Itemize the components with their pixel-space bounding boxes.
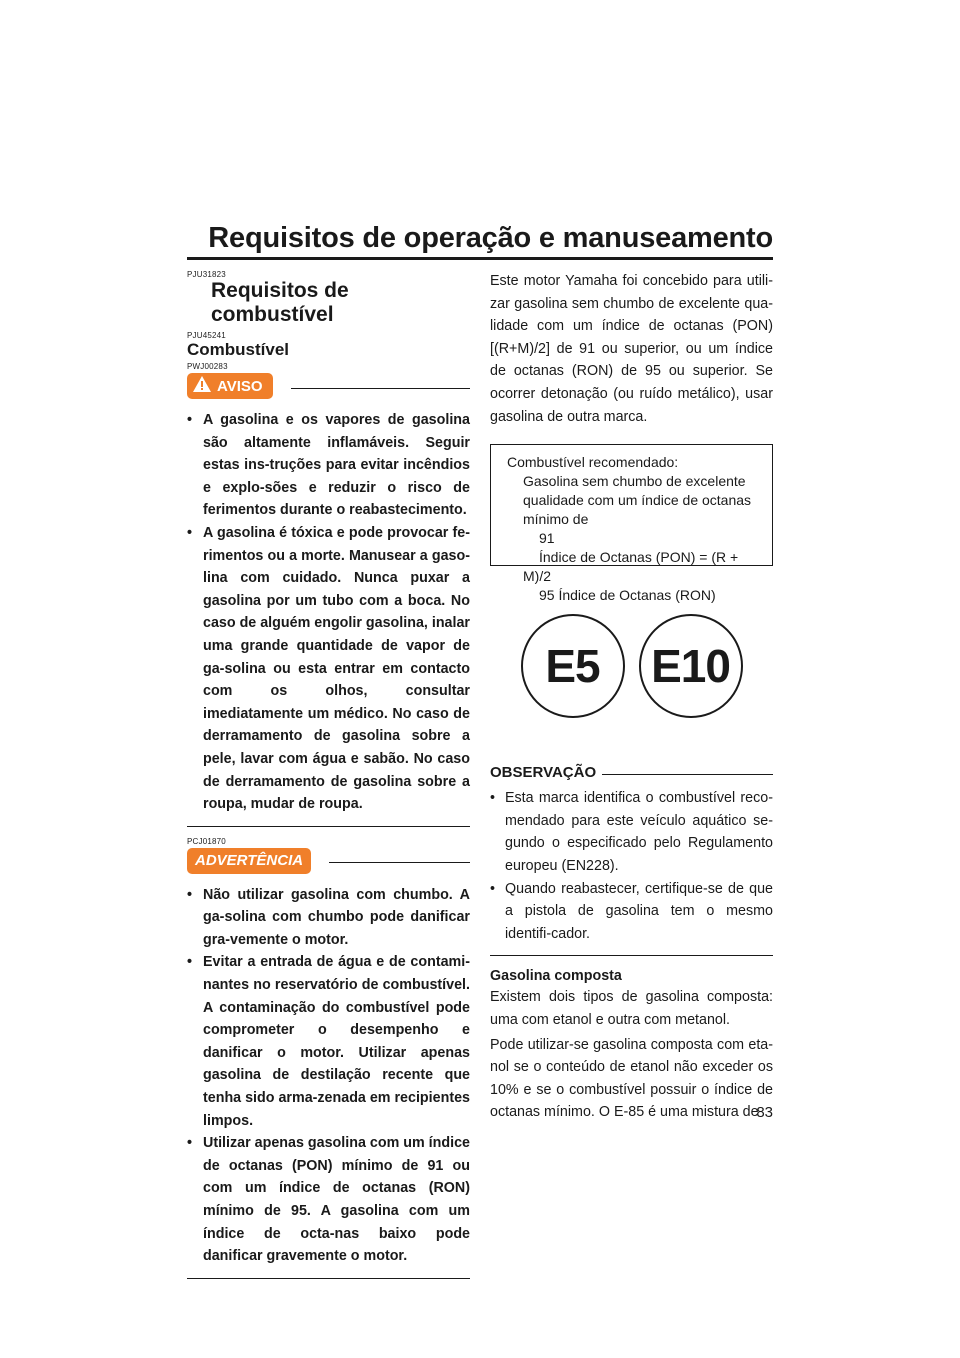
rec-line: 95 Índice de Octanas (RON)	[539, 587, 716, 604]
list-item: • Evitar a entrada de água e de contami-nantes no reservatório de combustível. A contaminação do combustível pode comprometer o desempenho e danificar o motor. Utilizar apenas gasolina de destilação recente que tenha sido arma-zenada em recipientes limpos.	[187, 951, 470, 1132]
page-number: 83	[756, 1104, 773, 1121]
blended-paragraph-1: Existem dois tipos de gasolina composta: uma com etanol e outra com metanol.	[490, 989, 773, 1028]
caution-header	[187, 848, 470, 874]
rec-line: mínimo de	[523, 511, 589, 528]
list-item: • Quando reabastecer, certifique-se de que a pistola de gasolina tem o mesmo identifi-cador.	[490, 878, 773, 946]
list-item: • A gasolina e os vapores de gasolina são altamente inflamáveis. Seguir estas ins-truções para evitar incêndios e explo-sões e reduzir o risco de ferimentos durante o reabastecimento.	[187, 409, 470, 522]
warning-triangle-icon	[193, 376, 211, 396]
blended-gasoline-title: Gasolina composta	[490, 968, 622, 985]
note-end-rule	[490, 955, 773, 956]
warning-list	[187, 409, 470, 816]
section-title: Requisitos de combustível	[211, 279, 349, 326]
rec-line: M)/2	[523, 568, 551, 585]
warning-tag	[187, 373, 273, 399]
note-list	[490, 787, 773, 945]
list-item: • Esta marca identifica o combustível reco-mendado para este veículo aquático se-gundo o especificado pelo Regulamento europeu (EN228).	[490, 787, 773, 877]
rec-line: Índice de Octanas (PON) = (R +	[539, 549, 739, 566]
warning-label: AVISO	[217, 377, 263, 395]
warning-header	[187, 373, 470, 399]
list-item: • A gasolina é tóxica e pode provocar fe-rimentos ou a morte. Manusear a gaso-lina com cuidado. Nunca puxar a gasolina por um tubo com a boca. No caso de alguém engolir gasolina, inalar uma grande quantidade de vapor de ga-solina ou esta entrar em contacto com os olhos, consultar imediatamente um médico. No caso de derramamento de gasolina sobre a pele, lavar com água e sabão. No caso de derramamento de gasolina sobre a roupa, mudar de roupa.	[187, 522, 470, 816]
warning-end-rule	[187, 826, 470, 827]
note-header-rule	[602, 774, 773, 775]
right-column	[490, 270, 773, 1124]
left-column	[187, 270, 470, 1279]
section-code: PJU31823	[187, 270, 226, 279]
e10-badge: E10	[639, 614, 743, 718]
page-header-title: Requisitos de operação e manuseamento	[208, 222, 773, 254]
e5-badge: E5	[521, 614, 625, 718]
list-item: • Utilizar apenas gasolina com um índice de octanas (PON) mínimo de 91 ou com um índice de octanas (RON) mínimo de 95. A gasolina com um índice de octa-nas baixo pode danificar gravemente o motor.	[187, 1132, 470, 1268]
sub-code: PJU45241	[187, 331, 226, 340]
note-label: OBSERVAÇÃO	[490, 764, 597, 782]
note-header	[490, 764, 773, 781]
list-item: • Não utilizar gasolina com chumbo. A ga-solina com chumbo pode danificar gra-vemente o motor.	[187, 884, 470, 952]
caution-list	[187, 884, 470, 1268]
rec-line: 91	[539, 530, 555, 547]
recommended-fuel-box	[490, 444, 773, 604]
warning-code: PWJ00283	[187, 362, 228, 371]
fuel-badges	[490, 614, 773, 718]
header-rule	[187, 257, 773, 260]
blended-paragraph-2: Pode utilizar-se gasolina composta com eta-nol se o conteúdo de etanol não exceder os 10% e se o combustível possuir o índice de octanas mínimo. O E-85 é uma mistura de	[490, 1036, 773, 1121]
sub-title: Combustível	[187, 340, 290, 359]
caution-label: ADVERTÊNCIA	[187, 848, 311, 874]
rec-line: qualidade com um índice de octanas	[523, 492, 752, 509]
rec-line: Gasolina sem chumbo de excelente	[523, 473, 746, 490]
intro-paragraph: Este motor Yamaha foi concebido para utili-zar gasolina sem chumbo de excelente qua-lidade com um índice de octanas (PON) [(R+M)/2] de 91 ou superior, ou um índice de octanas (RON) de 95 ou superior. Se ocorrer detonação (ou ruído metálico), usar gasolina de outra marca.	[490, 273, 773, 425]
caution-header-rule	[329, 862, 470, 863]
rec-line: Combustível recomendado:	[507, 454, 679, 471]
warning-header-rule	[291, 388, 470, 389]
caution-end-rule	[187, 1278, 470, 1279]
caution-code: PCJ01870	[187, 836, 226, 846]
